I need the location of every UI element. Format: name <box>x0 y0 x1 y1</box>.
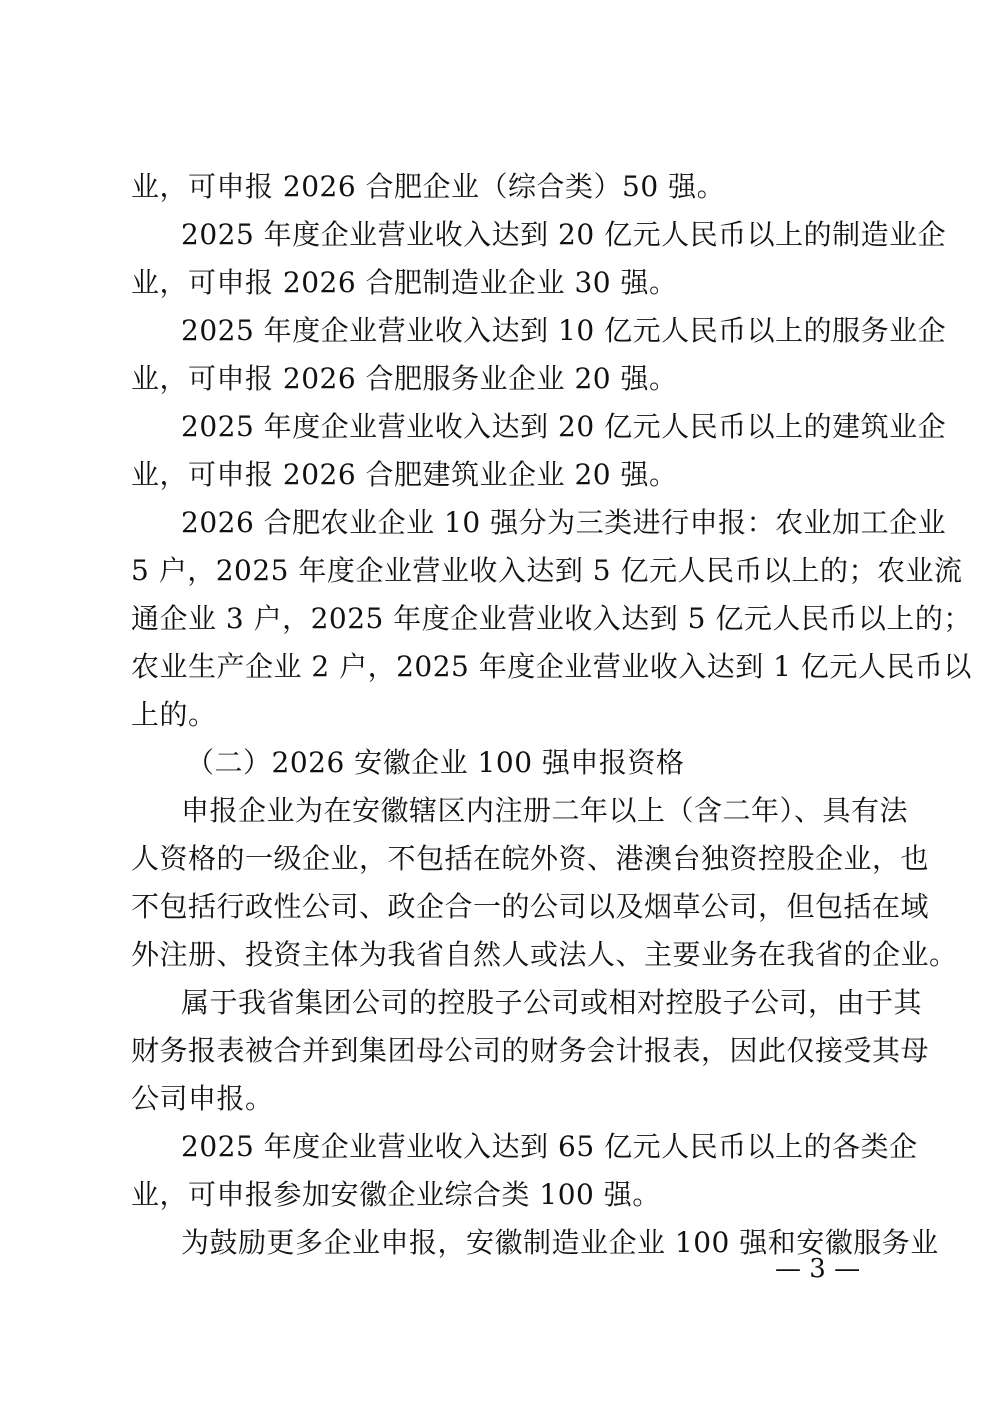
text-line: 人资格的一级企业，不包括在皖外资、港澳台独资控股企业，也 <box>131 842 930 875</box>
text-line: 2025 年度企业营业收入达到 20 亿元人民币以上的制造业企 <box>181 218 947 251</box>
text-line: 业，可申报 2026 合肥建筑业企业 20 强。 <box>131 458 678 491</box>
text-line: 为鼓励更多企业申报，安徽制造业企业 100 强和安徽服务业 <box>181 1226 939 1259</box>
section-heading: （二）2026 安徽企业 100 强申报资格 <box>186 746 685 779</box>
text-line: 2026 合肥农业企业 10 强分为三类进行申报：农业加工企业 <box>181 506 947 539</box>
text-line: 业，可申报参加安徽企业综合类 100 强。 <box>131 1178 661 1211</box>
text-line: 5 户，2025 年度企业营业收入达到 5 亿元人民币以上的；农业流 <box>131 554 963 587</box>
text-line: 财务报表被合并到集团母公司的财务会计报表，因此仅接受其母 <box>131 1034 930 1067</box>
text-line: 业，可申报 2026 合肥企业（综合类）50 强。 <box>131 170 726 203</box>
text-line: 外注册、投资主体为我省自然人或法人、主要业务在我省的企业。 <box>131 938 958 971</box>
text-line: 2025 年度企业营业收入达到 10 亿元人民币以上的服务业企 <box>181 314 947 347</box>
text-line: 2025 年度企业营业收入达到 65 亿元人民币以上的各类企 <box>181 1130 918 1163</box>
text-line: 上的。 <box>131 698 217 731</box>
text-line: 2025 年度企业营业收入达到 20 亿元人民币以上的建筑业企 <box>181 410 947 443</box>
text-line: 不包括行政性公司、政企合一的公司以及烟草公司，但包括在域 <box>131 890 930 923</box>
page-number: — 3 — <box>775 1254 861 1284</box>
text-line: 农业生产企业 2 户，2025 年度企业营业收入达到 1 亿元人民币以 <box>131 650 972 683</box>
text-line: 业，可申报 2026 合肥制造业企业 30 强。 <box>131 266 678 299</box>
text-line: 公司申报。 <box>131 1082 274 1115</box>
text-line: 通企业 3 户，2025 年度企业营业收入达到 5 亿元人民币以上的； <box>131 602 972 635</box>
text-line: 属于我省集团公司的控股子公司或相对控股子公司，由于其 <box>181 986 923 1019</box>
text-line: 业，可申报 2026 合肥服务业企业 20 强。 <box>131 362 678 395</box>
text-line: 申报企业为在安徽辖区内注册二年以上（含二年）、具有法 <box>181 794 909 827</box>
